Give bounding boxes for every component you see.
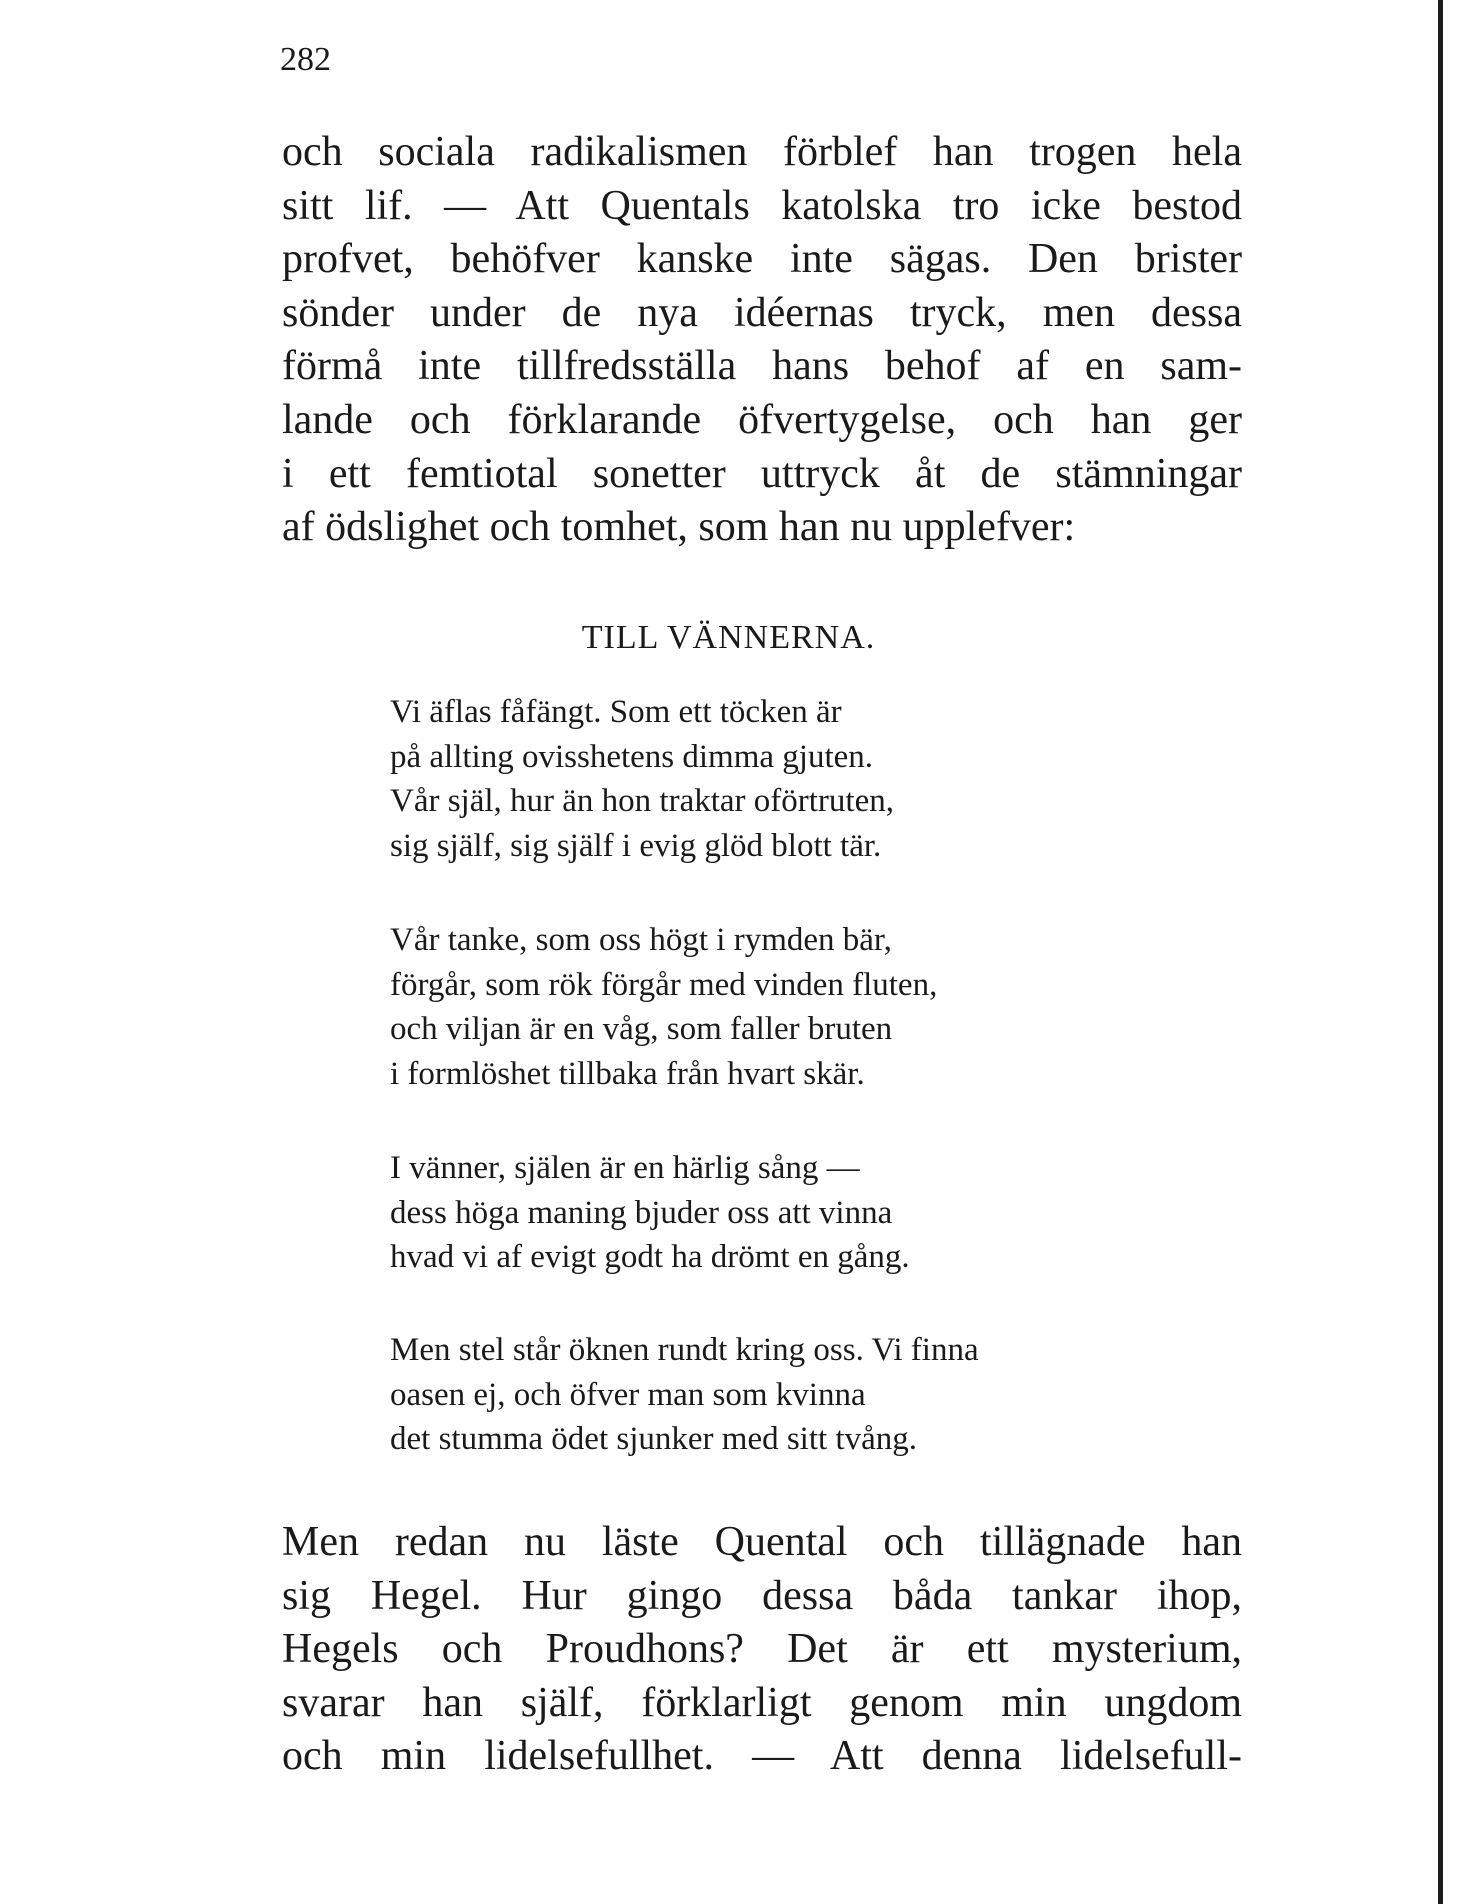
text-line: sönder under de nya idéernas tryck, men dessa <box>282 289 1242 336</box>
text-line: och min lidelsefullhet. — Att denna lidelsefull- <box>282 1733 1242 1780</box>
text-line: Men redan nu läste Quental och tillägnade han <box>282 1519 1242 1565</box>
poem-title: TILL VÄNNERNA. <box>581 619 876 656</box>
poem-stanza-2 <box>390 918 937 1096</box>
poem-line: oasen ej, och öfver man som kvinna <box>390 1376 866 1413</box>
poem-line: Vår tanke, som oss högt i rymden bär, <box>390 922 892 958</box>
poem-line: Vår själ, hur än hon traktar oförtruten, <box>390 783 894 819</box>
poem-line: sig själf, sig själf i evig glöd blott tär. <box>390 827 882 864</box>
text-line: profvet, behöfver kanske inte sägas. Den brister <box>282 236 1242 283</box>
poem-line: förgår, som rök förgår med vinden fluten, <box>390 966 938 1003</box>
poem-line: Vi äflas fåfängt. Som ett töcken är <box>390 694 842 730</box>
text-line: förmå inte tillfredsställa hans behof af en sam- <box>282 343 1242 390</box>
text-line: lande och förklarande öfvertygelse, och han ger <box>282 396 1242 443</box>
poem-line: dess höga maning bjuder oss att vinna <box>390 1194 893 1231</box>
page-edge-rule <box>1438 0 1443 1904</box>
text-line: och sociala radikalismen förblef han trogen hela <box>282 129 1242 175</box>
poem-stanza-1 <box>390 690 894 868</box>
poem-stanza-4 <box>390 1328 979 1462</box>
page-number: 282 <box>280 41 331 78</box>
text-line: sig Hegel. Hur gingo dessa båda tankar ihop, <box>282 1572 1242 1619</box>
text-line: sitt lif. — Att Quentals katolska tro icke bestod <box>282 182 1242 229</box>
poem-line: hvad vi af evigt godt ha drömt en gång. <box>390 1239 910 1275</box>
poem-line: Men stel står öknen rundt kring oss. Vi finna <box>390 1332 979 1368</box>
body-paragraph-2 <box>282 1516 1242 1784</box>
text-line: svarar han själf, förklarligt genom min ungdom <box>282 1679 1242 1726</box>
body-paragraph-1 <box>282 126 1242 555</box>
poem-line: det stumma ödet sjunker med sitt tvång. <box>390 1421 918 1457</box>
text-line: i ett femtiotal sonetter uttryck åt de stämningar <box>282 450 1242 497</box>
poem-line: och viljan är en våg, som faller bruten <box>390 1011 893 1047</box>
poem-line: i formlöshet tillbaka från hvart skär. <box>390 1055 865 1092</box>
text-line: Hegels och Proudhons? Det är ett mysterium, <box>282 1626 1242 1673</box>
poem-stanza-3 <box>390 1146 910 1280</box>
text-line: af ödslighet och tomhet, som han nu upplefver: <box>282 504 1076 551</box>
poem-line: på allting ovisshetens dimma gjuten. <box>390 738 874 775</box>
poem-line: I vänner, själen är en härlig sång — <box>390 1150 860 1186</box>
